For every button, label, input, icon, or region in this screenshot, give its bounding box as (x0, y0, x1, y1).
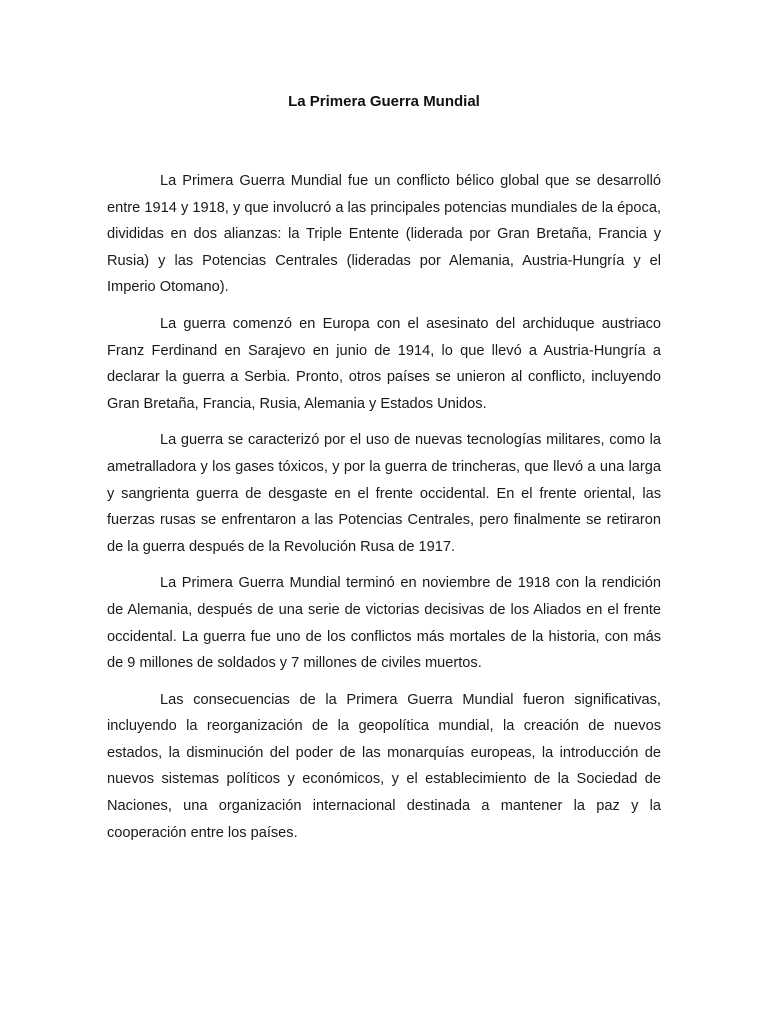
paragraph-1: La Primera Guerra Mundial fue un conflicto bélico global que se desarrolló entre 1914 y 1918, y que involucró a las principales potencias mundiales de la época, divididas en dos alianzas: la Triple Entente (liderada por Gran Bretaña, Francia y Rusia) y las Potencias Centrales (lideradas por Alemania, Austria-Hungría y el Imperio Otomano). (107, 173, 661, 296)
paragraph-5: Las consecuencias de la Primera Guerra Mundial fueron significativas, incluyendo la reorganización de la geopolítica mundial, la creación de nuevos estados, la disminución del poder de las monarquías europeas, la introducción de nuevos sistemas políticos y económicos, y el establecimiento de la Sociedad de Naciones, una organización internacional destinada a mantener la paz y la cooperación entre los países. (107, 691, 661, 841)
paragraph-3: La guerra se caracterizó por el uso de nuevas tecnologías militares, como la ametralladora y los gases tóxicos, y por la guerra de trincheras, que llevó a una larga y sangrienta guerra de desgaste en el frente occidental. En el frente oriental, las fuerzas rusas se enfrentaron a las Potencias Centrales, pero finalmente se retiraron de la guerra después de la Revolución Rusa de 1917. (107, 432, 661, 555)
paragraph-4: La Primera Guerra Mundial terminó en noviembre de 1918 con la rendición de Alemania, después de una serie de victorias decisivas de los Aliados en el frente occidental. La guerra fue uno de los conflictos más mortales de la historia, con más de 9 millones de soldados y 7 millones de civiles muertos. (107, 575, 661, 672)
document-title: La Primera Guerra Mundial (288, 93, 480, 110)
paragraph-2: La guerra comenzó en Europa con el asesinato del archiduque austriaco Franz Ferdinand en Sarajevo en junio de 1914, lo que llevó a Austria-Hungría a declarar la guerra a Serbia. Pronto, otros países se unieron al conflicto, incluyendo Gran Bretaña, Francia, Rusia, Alemania y Estados Unidos. (107, 315, 661, 412)
